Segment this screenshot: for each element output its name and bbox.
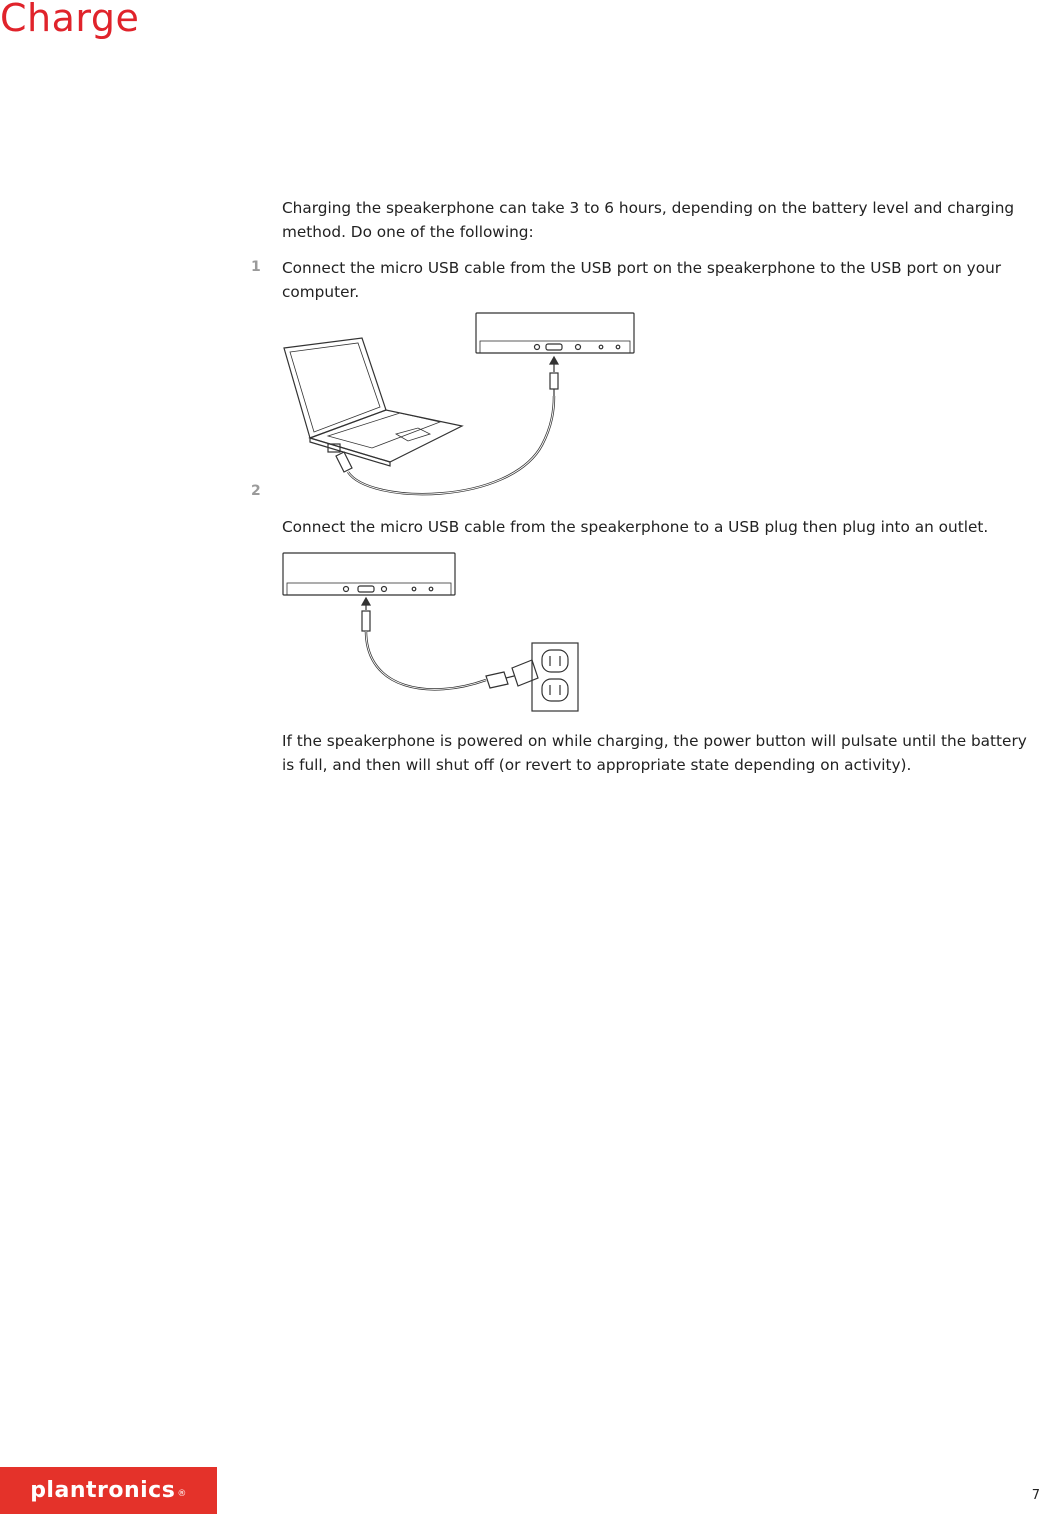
micro-usb-plug-icon [362,598,370,631]
logo-registered-mark: ® [177,1488,187,1499]
logo-text: plantronics [30,1478,176,1503]
speakerphone-icon [283,553,455,595]
intro-text: Charging the speakerphone can take 3 to 6 hours, depending on the battery level and charging method. Do one of the following: [282,199,1015,241]
speakerphone-icon [476,313,634,353]
step-2-text: Connect the micro USB cable from the speakerphone to a USB plug then plug into an outlet. [282,518,989,536]
micro-usb-plug-icon [550,357,558,396]
wall-outlet-icon [532,643,578,711]
step-1-text: Connect the micro USB cable from the USB port on the speakerphone to the USB port on your computer. [282,259,1002,301]
usb-power-adapter-icon [486,660,538,688]
page-number: 7 [1031,1488,1040,1503]
plantronics-logo [0,1467,217,1514]
step-2-number: 2 [251,483,261,499]
usb-cable [366,631,486,689]
wall-charger-illustration [280,550,590,715]
laptop-speakerphone-illustration [280,310,640,500]
charging-note: If the speakerphone is powered on while charging, the power button will pulsate until the battery is full, and then will shut off (or revert to appropriate state depending on activity). [282,732,1027,774]
step-1-number: 1 [251,259,261,275]
laptop-icon [284,338,462,466]
page-title: Charge [0,0,140,40]
